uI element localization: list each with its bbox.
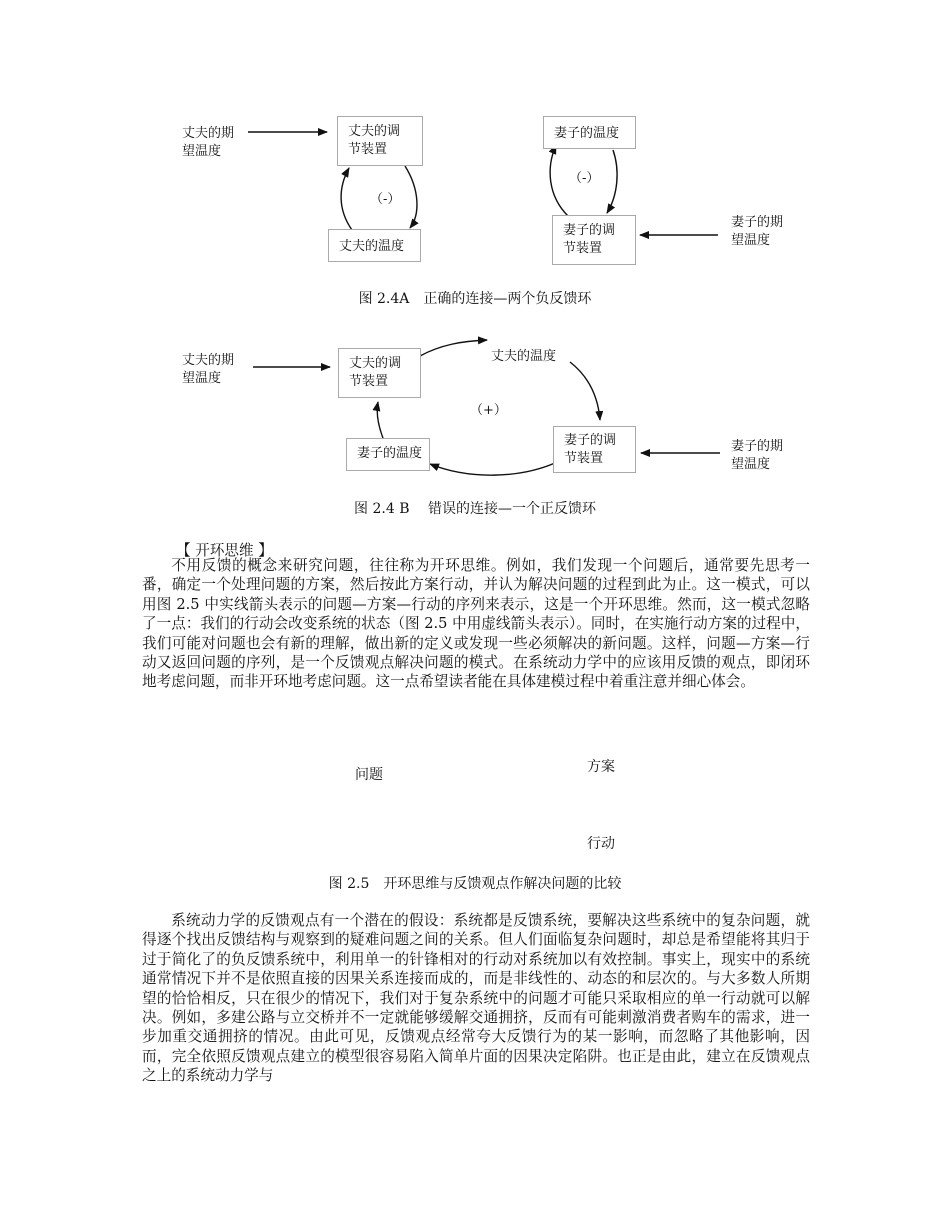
husband-expected-temp-label-b: 丈夫的期 望温度 bbox=[182, 353, 235, 386]
wife-expected-temp-label: 妻子的期 望温度 bbox=[731, 215, 784, 248]
problem-label: 问题 bbox=[355, 767, 383, 783]
wife-regulator-box: 妻子的调 节装置 bbox=[552, 215, 636, 265]
husband-regulator-box: 丈夫的调 节装置 bbox=[337, 116, 423, 166]
plan-label: 方案 bbox=[587, 759, 615, 775]
husband-expected-temp-label: 丈夫的期 望温度 bbox=[182, 126, 235, 159]
figure-2-4b-arrows bbox=[0, 0, 950, 520]
figure-2-5-caption: 图 2.5 开环思维与反馈观点作解决问题的比较 bbox=[328, 876, 622, 892]
arrow-husband-temp-to-wife-reg bbox=[570, 362, 600, 420]
figure-2-4a-caption: 图 2.4A 正确的连接—两个负反馈环 bbox=[358, 291, 592, 307]
wife-expected-temp-label-b: 妻子的期 望温度 bbox=[731, 439, 784, 472]
husband-temp-box-b: 丈夫的温度 bbox=[491, 349, 557, 364]
wife-temp-box-b: 妻子的温度 bbox=[346, 438, 430, 471]
wife-loop-polarity: （-） bbox=[569, 171, 600, 186]
arrow-husband-reg-to-husband-temp bbox=[420, 340, 487, 356]
paragraph-open-loop: 不用反馈的概念来研究问题，往往称为开环思维。例如，我们发现一个问题后，通常要先思考一番，确定一个处理问题的方案，然后按此方案行动，并认为解决问题的过程到此为止。这一模式，可以用图 2.5 中实线箭头表示的问题—方案—行动的序列来表示，这是一个开环思维。然而，这一模式忽略了一点：我们的行动会改变系统的状态（图 2.5 中用虚线箭头表示）。同时，在实施行动方案的过程中，我们可能对问题也会有新的理解，做出新的定义或发现一些必须解决的新问题。这样，问题—方案—行动又返回问题的序列，是一个反馈观点解决问题的模式。在系统动力学中的应该用反馈的观点，即闭环地考虑问题，而非开环地考虑问题。这一点希望读者能在具体建模过程中着重注意并细心体会。 bbox=[142, 557, 810, 691]
section-heading: 【 开环思维 】 bbox=[176, 542, 273, 559]
positive-loop-polarity: （+） bbox=[470, 403, 507, 418]
action-label: 行动 bbox=[587, 836, 615, 852]
wife-temp-box: 妻子的温度 bbox=[543, 116, 636, 149]
husband-temp-box: 丈夫的温度 bbox=[328, 229, 421, 262]
figure-2-4b-caption: 图 2.4 B 错误的连接—一个正反馈环 bbox=[354, 501, 596, 517]
paragraph-feedback-view: 系统动力学的反馈观点有一个潜在的假设：系统都是反馈系统，要解决这些系统中的复杂问题，就得逐个找出反馈结构与观察到的疑难问题之间的关系。但人们面临复杂问题时，却总是希望能将其归于过于简化了的负反馈系统中，利用单一的针锋相对的行动对系统加以有效控制。事实上，现实中的系统通常情况下并不是依照直接的因果关系连接而成的，而是非线性的、动态的和层次的。与大多数人所期望的恰恰相反，只在很少的情况下，我们对于复杂系统中的问题才可能只采取相应的单一行动就可以解决。例如，多建公路与立交桥并不一定就能够缓解交通拥挤，反而有可能刺激消费者购车的需求，进一步加重交通拥挤的情况。由此可见，反馈观点经常夸大反馈行为的某一影响，而忽略了其他影响，因而，完全依照反馈观点建立的模型很容易陷入简单片面的因果决定陷阱。也正是由此，建立在反馈观点之上的系统动力学与 bbox=[142, 912, 810, 1085]
wife-regulator-box-b: 妻子的调 节装置 bbox=[553, 426, 636, 473]
arrow-wife-temp-to-husband-reg bbox=[377, 402, 383, 438]
arrow-wife-reg-to-wife-temp bbox=[430, 463, 555, 475]
husband-regulator-box-b: 丈夫的调 节装置 bbox=[338, 348, 421, 398]
husband-loop-polarity: （-） bbox=[370, 192, 401, 207]
